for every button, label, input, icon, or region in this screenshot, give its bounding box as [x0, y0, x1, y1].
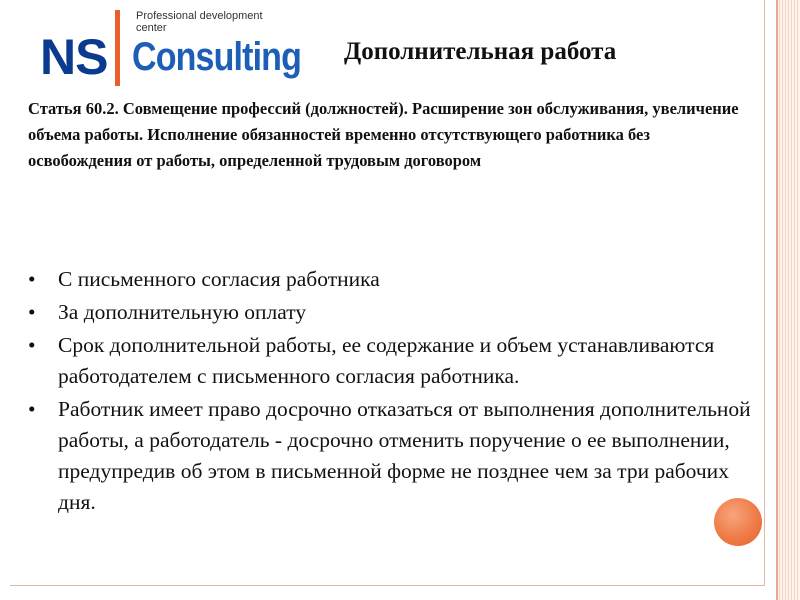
bullet-text: С письменного согласия работника	[58, 267, 380, 291]
logo-tagline: Professional development center	[136, 10, 263, 34]
article-heading: Статья 60.2. Совмещение профессий (должностей). Расширение зон обслуживания, увеличение объема работы. Исполнение обязанностей временно отсутствующего работника без освобождения от работы, определенной трудовым договором	[28, 99, 739, 170]
bullet-icon: •	[28, 333, 36, 357]
logo-ns-text: NS	[40, 29, 108, 85]
bullet-item	[28, 264, 768, 295]
ns-consulting-logo	[40, 10, 302, 86]
bullet-item	[28, 394, 768, 518]
bullet-icon: •	[28, 300, 36, 324]
bullet-item	[28, 297, 768, 328]
logo-divider-bar	[115, 10, 120, 86]
decorative-orange-circle-icon	[714, 498, 762, 546]
bullet-list	[28, 264, 768, 520]
bullet-text: Срок дополнительной работы, ее содержание и объем устанавливаются работодателем с письменного согласия работника.	[58, 333, 715, 388]
bullet-text: Работник имеет право досрочно отказаться от выполнения дополнительной работы, а работодатель - досрочно отменить поручение о ее выполнении, предупредив об этом в письменной форме не позднее чем за три рабочих дня.	[58, 397, 751, 514]
bullet-item	[28, 330, 768, 392]
slide-title: Дополнительная работа	[344, 38, 617, 65]
logo-consulting-text: Consulting	[132, 35, 302, 79]
bullet-icon: •	[28, 267, 36, 291]
decorative-right-band	[776, 0, 800, 600]
bullet-text: За дополнительную оплату	[58, 300, 307, 324]
bullet-icon: •	[28, 397, 36, 421]
